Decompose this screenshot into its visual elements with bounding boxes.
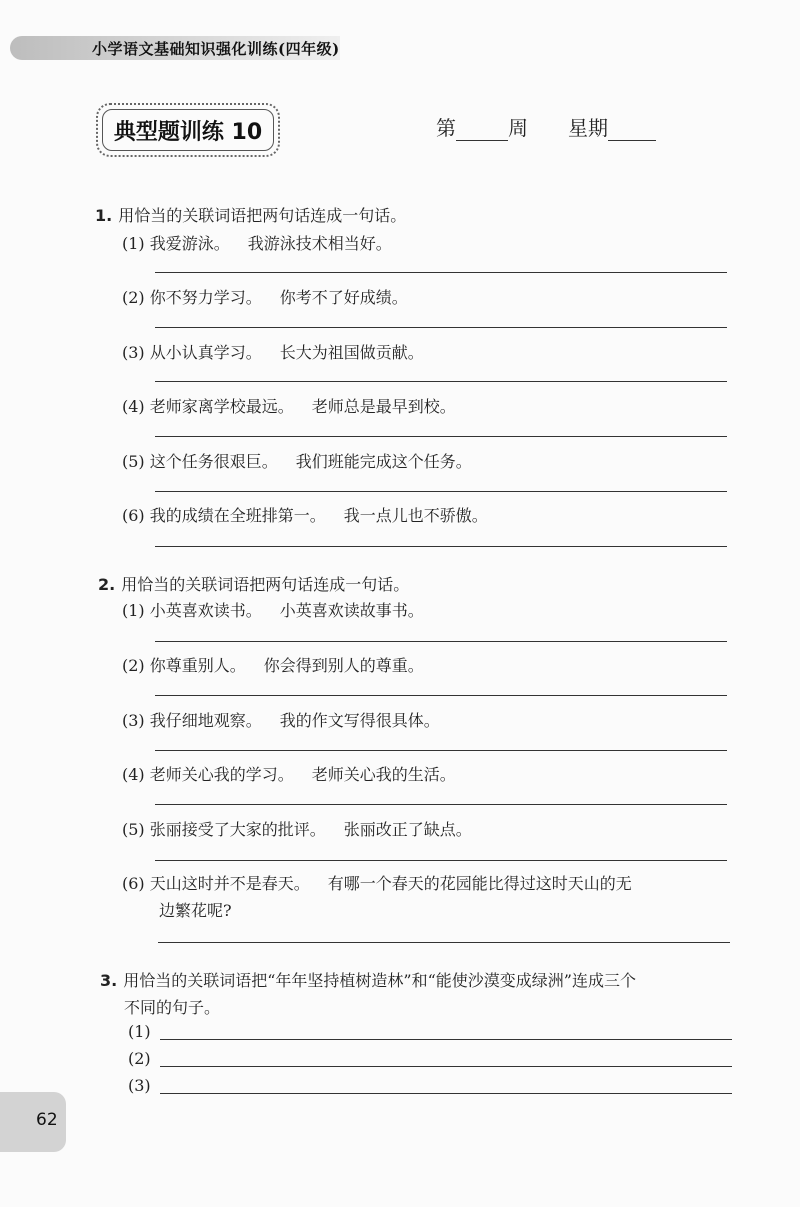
q2-answer-line-4[interactable]	[155, 804, 727, 805]
q2-item-4: (4) 老师关心我的学习。 老师关心我的生活。	[122, 765, 456, 784]
q2-item-3: (3) 我仔细地观察。 我的作文写得很具体。	[122, 711, 440, 730]
page-number: 62	[36, 1110, 58, 1130]
weekday-blank[interactable]	[608, 118, 656, 141]
book-title: 小学语文基础知识强化训练(四年级)	[92, 40, 340, 58]
q2-item-6: (6) 天山这时并不是春天。 有哪一个春天的花园能比得过这时天山的无	[122, 874, 632, 893]
week-di-label: 第	[436, 116, 456, 140]
q3-sub-1-label: (1)	[128, 1022, 151, 1041]
week-number-blank[interactable]	[456, 118, 508, 141]
q1-item-1: (1) 我爱游泳。 我游泳技术相当好。	[122, 234, 392, 253]
q3-answer-line-2[interactable]	[160, 1066, 732, 1067]
q1-item-5: (5) 这个任务很艰巨。 我们班能完成这个任务。	[122, 452, 472, 471]
exercise-title-box	[96, 103, 280, 157]
q3-sub-3-label: (3)	[128, 1076, 151, 1095]
q1-item-6: (6) 我的成绩在全班排第一。 我一点儿也不骄傲。	[122, 506, 488, 525]
question-3-title-line2: 不同的句子。	[124, 998, 221, 1017]
q1-answer-line-3[interactable]	[155, 381, 727, 382]
q3-answer-line-1[interactable]	[160, 1039, 732, 1040]
exercise-title: 典型题训练 10	[113, 119, 263, 145]
q2-answer-line-1[interactable]	[155, 641, 727, 642]
q2-answer-line-2[interactable]	[155, 695, 727, 696]
q2-answer-line-5[interactable]	[155, 860, 727, 861]
q2-answer-line-6[interactable]	[158, 942, 730, 943]
q1-item-3: (3) 从小认真学习。 长大为祖国做贡献。	[122, 343, 424, 362]
q2-answer-line-3[interactable]	[155, 750, 727, 751]
week-zhou-label: 周	[508, 116, 528, 140]
question-1-title: 1. 用恰当的关联词语把两句话连成一句话。	[95, 206, 407, 225]
q2-item-6-continuation: 边繁花呢?	[159, 901, 232, 920]
q1-answer-line-5[interactable]	[155, 491, 727, 492]
question-3-title: 3. 用恰当的关联词语把“年年坚持植树造林”和“能使沙漠变成绿洲”连成三个	[100, 971, 636, 990]
q3-answer-line-3[interactable]	[160, 1093, 732, 1094]
q1-answer-line-1[interactable]	[155, 272, 727, 273]
q2-item-2: (2) 你尊重别人。 你会得到别人的尊重。	[122, 656, 424, 675]
q1-answer-line-6[interactable]	[155, 546, 727, 547]
q1-item-4: (4) 老师家离学校最远。 老师总是最早到校。	[122, 397, 456, 416]
q2-item-1: (1) 小英喜欢读书。 小英喜欢读故事书。	[122, 601, 424, 620]
q3-sub-2-label: (2)	[128, 1049, 151, 1068]
q1-answer-line-2[interactable]	[155, 327, 727, 328]
week-date-line	[436, 112, 656, 141]
question-2-title: 2. 用恰当的关联词语把两句话连成一句话。	[98, 575, 410, 594]
q1-item-2: (2) 你不努力学习。 你考不了好成绩。	[122, 288, 408, 307]
q1-answer-line-4[interactable]	[155, 436, 727, 437]
weekday-label: 星期	[568, 116, 608, 140]
q2-item-5: (5) 张丽接受了大家的批评。 张丽改正了缺点。	[122, 820, 472, 839]
